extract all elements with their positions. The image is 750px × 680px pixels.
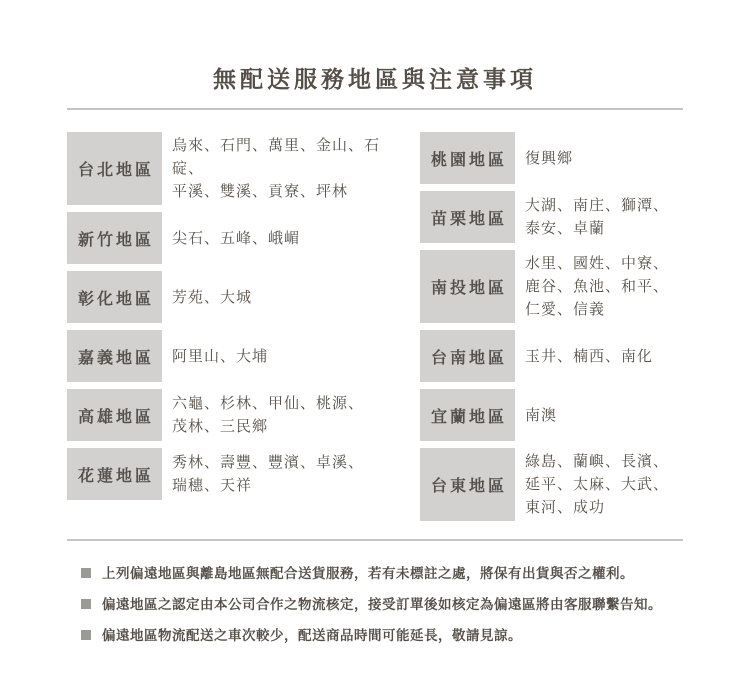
region-areas: [162, 132, 407, 205]
area-line: 芳苑、大城: [172, 288, 253, 306]
region-row: [420, 389, 683, 441]
region-label: 花蓮地區: [67, 448, 162, 500]
area-line: 復興鄉: [525, 149, 574, 167]
region-row: [420, 132, 683, 184]
region-column-left: [67, 132, 407, 500]
area-line: 茂林、三民鄉: [172, 418, 269, 435]
area-line: 阿里山、大埔: [172, 347, 269, 365]
region-label: 宜蘭地區: [420, 389, 515, 441]
area-line: 玉井、楠西、南化: [525, 347, 654, 365]
area-line: 烏來、石門、萬里、金山、石碇、: [172, 137, 381, 177]
region-row: [67, 132, 407, 205]
region-areas: [162, 212, 407, 264]
top-divider: [67, 108, 683, 110]
notes-list: [67, 565, 683, 644]
note-row: [81, 565, 683, 582]
square-bullet-icon: [81, 630, 91, 640]
region-label: 嘉義地區: [67, 330, 162, 382]
area-line: 尖石、五峰、峨嵋: [172, 229, 301, 247]
region-areas: [162, 448, 407, 500]
note-row: [81, 596, 683, 613]
region-areas: [162, 330, 407, 382]
region-row: [67, 330, 407, 382]
region-areas: [515, 448, 683, 521]
region-label: 高雄地區: [67, 389, 162, 441]
region-row: [420, 250, 683, 323]
square-bullet-icon: [81, 568, 91, 578]
region-areas: [162, 271, 407, 323]
square-bullet-icon: [81, 599, 91, 609]
area-line: 東河、成功: [525, 499, 606, 516]
note-row: [81, 627, 683, 644]
region-areas: [515, 132, 683, 184]
area-line: 大湖、南庄、獅潭、: [525, 197, 670, 214]
region-label: 桃園地區: [420, 132, 515, 184]
area-line: 秀林、壽豐、豐濱、卓溪、: [172, 454, 365, 471]
area-line: 平溪、雙溪、貢寮、坪林: [172, 183, 349, 200]
region-label: 台東地區: [420, 448, 515, 521]
area-line: 六龜、杉林、甲仙、桃源、: [172, 395, 365, 412]
region-tables: [67, 132, 683, 521]
note-text: 上列偏遠地區與離島地區無配合送貨服務，若有未標註之處，將保有出貨與否之權利。: [102, 566, 634, 581]
region-label: 台北地區: [67, 132, 162, 205]
bottom-divider: [67, 539, 683, 541]
note-text: 偏遠地區物流配送之車次較少，配送商品時間可能延長，敬請見諒。: [102, 628, 522, 643]
region-label: 彰化地區: [67, 271, 162, 323]
region-label: 台南地區: [420, 330, 515, 382]
region-label: 苗栗地區: [420, 191, 515, 243]
note-text: 偏遠地區之認定由本公司合作之物流核定，接受訂單後如核定為偏遠區將由客服聯繫告知。: [102, 597, 662, 612]
region-label: 新竹地區: [67, 212, 162, 264]
region-areas: [162, 389, 407, 441]
region-row: [420, 330, 683, 382]
region-row: [420, 448, 683, 521]
region-row: [67, 271, 407, 323]
area-line: 延平、太麻、大武、: [525, 476, 670, 493]
area-line: 綠島、蘭嶼、長濱、: [525, 453, 670, 470]
region-areas: [515, 191, 683, 243]
region-row: [67, 448, 407, 500]
area-line: 南澳: [525, 406, 558, 424]
region-label: 南投地區: [420, 250, 515, 323]
region-column-right: [420, 132, 683, 521]
area-line: 鹿谷、魚池、和平、: [525, 278, 670, 295]
area-line: 泰安、卓蘭: [525, 220, 606, 237]
region-areas: [515, 250, 683, 323]
region-areas: [515, 389, 683, 441]
area-line: 水里、國姓、中寮、: [525, 255, 670, 272]
region-areas: [515, 330, 683, 382]
page-title: 無配送服務地區與注意事項: [213, 66, 537, 92]
region-row: [67, 389, 407, 441]
area-line: 瑞穗、天祥: [172, 477, 253, 494]
area-line: 仁愛、信義: [525, 301, 606, 318]
region-row: [67, 212, 407, 264]
region-row: [420, 191, 683, 243]
